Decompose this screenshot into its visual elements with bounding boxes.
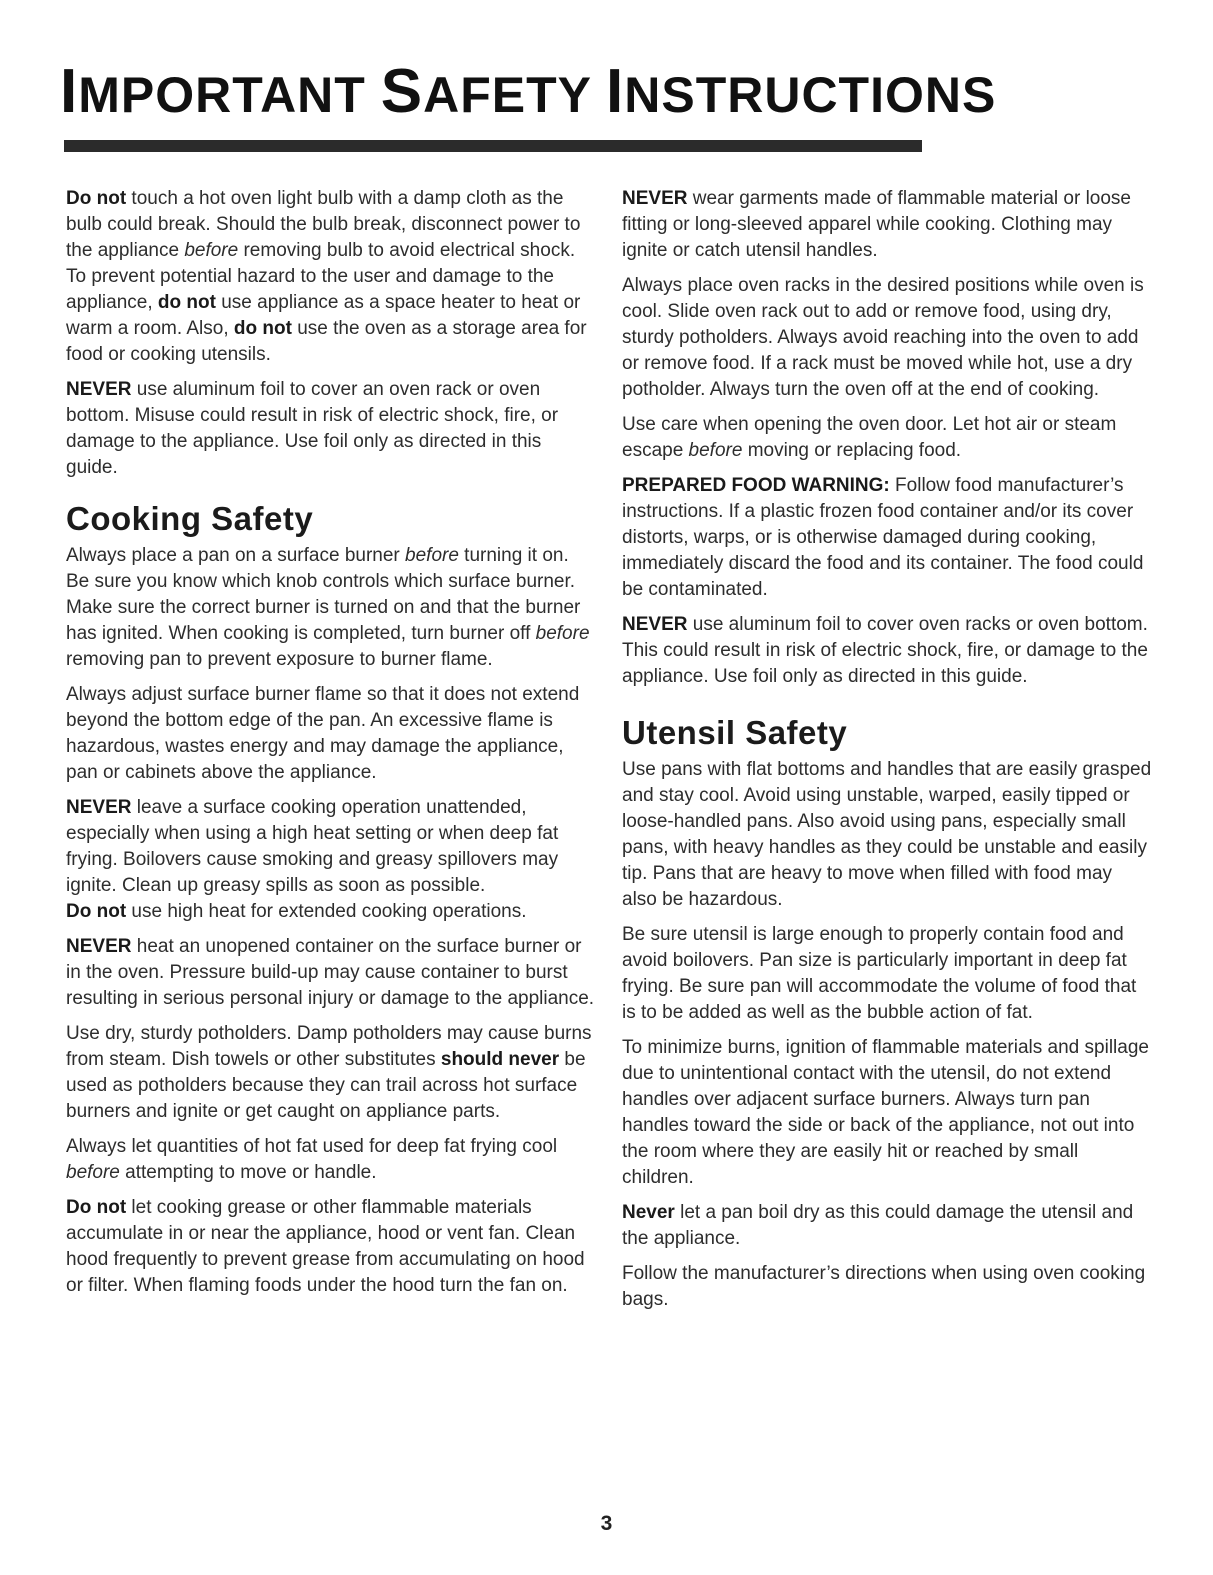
paragraph-potholders	[66, 1021, 596, 1125]
title-word: MPORTANT	[78, 67, 366, 123]
bold-lead: NEVER	[66, 379, 132, 400]
bold-lead: Do not	[66, 1197, 127, 1218]
text: touch a hot oven light bulb with a damp cloth as the bulb could break. Should the bulb break, disconnect power to the appliance	[66, 188, 581, 261]
title-rule	[64, 140, 922, 152]
paragraph-hot-fat	[66, 1134, 596, 1186]
paragraph-grease	[66, 1195, 596, 1299]
text: let cooking grease or other flammable materials accumulate in or near the appliance, hood or vent fan. Clean hood frequently to prevent grease from accumulating on hood or filter. When flaming foods under the hood turn the fan on.	[66, 1197, 585, 1296]
heading-utensil-safety: Utensil Safety	[622, 714, 848, 751]
paragraph-handles: To minimize burns, ignition of flammable materials and spillage due to unintentional contact with the utensil, do not extend handles over adjacent surface burners. Always turn pan handles toward the side or back of the appliance, not out into the room where they are easily hit or reached by small children.	[622, 1037, 1149, 1188]
paragraph-burner-flame: Always adjust surface burner flame so that it does not extend beyond the bottom edge of the pan. An excessive flame is hazardous, wastes energy and may damage the appliance, pan or cabinets above the appliance.	[66, 684, 580, 783]
bold-lead: NEVER	[622, 188, 688, 209]
emphasis: before	[405, 545, 459, 566]
bold-lead: Do not	[66, 901, 127, 922]
text: heat an unopened container on the surface burner or in the oven. Pressure build-up may cause container to burst resulting in serious personal injury or damage to the appliance.	[66, 936, 595, 1009]
paragraph-high-heat	[66, 899, 596, 925]
bold-lead: PREPARED FOOD WARNING:	[622, 475, 890, 496]
text: moving or replacing food.	[742, 440, 962, 461]
paragraph-light-bulb	[66, 186, 596, 264]
text: let a pan boil dry as this could damage the utensil and the appliance.	[622, 1202, 1134, 1249]
paragraph-garments	[622, 186, 1152, 264]
text: use the oven as a storage area for food or cooking utensils.	[66, 318, 587, 365]
text: To prevent potential hazard to the user and damage to the appliance,	[66, 266, 554, 313]
paragraph-oven-door	[622, 412, 1152, 464]
paragraph-unattended	[66, 795, 596, 899]
bold-lead: Do not	[66, 188, 127, 209]
text: use aluminum foil to cover oven racks or oven bottom. This could result in risk of electric shock, fire, or damage to the appliance. Use foil only as directed in this guide.	[622, 614, 1148, 687]
title-initial: I	[606, 57, 625, 126]
text: leave a surface cooking operation unattended, especially when using a high heat setting or when deep fat frying. Boilovers cause smoking and greasy spillovers may ignite. Clean up greasy spills as soon as possible.	[66, 797, 559, 896]
emphasis: before	[688, 440, 743, 461]
text: Always place a pan on a surface burner	[66, 545, 406, 566]
bold-lead: NEVER	[66, 936, 132, 957]
title-word: NSTRUCTIONS	[624, 67, 997, 123]
text: Always let quantities of hot fat used for deep fat frying cool	[66, 1136, 558, 1157]
bold-lead: NEVER	[66, 797, 132, 818]
text: Use dry, sturdy potholders. Damp potholders may cause burns from steam. Dish towels or other substitutes	[66, 1023, 592, 1070]
right-column	[622, 186, 1152, 1322]
text: use high heat for extended cooking operations.	[126, 901, 527, 922]
text: attempting to move or handle.	[119, 1162, 377, 1183]
title-initial: S	[380, 57, 424, 126]
paragraph-boil-dry	[622, 1200, 1152, 1252]
emphasis: before	[184, 240, 239, 261]
paragraph-aluminum-foil	[66, 377, 596, 481]
emphasis: before	[535, 623, 590, 644]
page-number: 3	[600, 1512, 613, 1535]
paragraph-surface-burner	[66, 543, 596, 673]
paragraph-unopened-container	[66, 934, 596, 1012]
heading-cooking-safety: Cooking Safety	[66, 500, 314, 537]
paragraph-utensil-size: Be sure utensil is large enough to properly contain food and avoid boilovers. Pan size is particularly important in deep fat frying. Be sure pan will accommodate the volume of food that is to be added as well as the bubble action of fat.	[622, 924, 1137, 1023]
page-title	[60, 57, 997, 126]
paragraph-aluminum-foil-racks	[622, 612, 1152, 690]
bold-lead: do not	[157, 292, 216, 313]
bold-lead: do not	[233, 318, 292, 339]
text: Follow food manufacturer’s instructions. If a plastic frozen food container and/or its cover distorts, warps, or is otherwise damaged during cooking, immediately discard the food and its container. The food could be contaminated.	[622, 475, 1144, 600]
paragraph-flat-bottoms: Use pans with flat bottoms and handles that are easily grasped and stay cool. Avoid using unstable, warped, easily tipped or loose-handled pans. Also avoid using pans, especially small pans, with heavy handles as they could be unstable and easily tip. Pans that are heavy to move when filled with food may also be hazardous.	[622, 759, 1152, 910]
title-initial: I	[60, 57, 79, 126]
left-column	[66, 186, 596, 1308]
text: Use care when opening the oven door. Let hot air or steam escape	[622, 414, 1117, 461]
text: removing pan to prevent exposure to burner flame.	[66, 649, 493, 670]
emphasis: before	[66, 1162, 120, 1183]
text: removing bulb to avoid electrical shock.	[238, 240, 576, 261]
text: be used as potholders because they can trail across hot surface burners and ignite or get caught on appliance parts.	[66, 1049, 586, 1122]
paragraph-cooking-bags: Follow the manufacturer’s directions when using oven cooking bags.	[622, 1263, 1146, 1310]
paragraph-space-heater	[66, 264, 596, 368]
bold-lead: Never	[622, 1202, 675, 1223]
paragraph-prepared-food	[622, 473, 1152, 603]
paragraph-oven-racks: Always place oven racks in the desired positions while oven is cool. Slide oven rack out to add or remove food, using dry, sturdy potholders. Always avoid reaching into the oven to add or remove food. If a rack must be moved while hot, use a dry potholder. Always turn the oven off at the end of cooking.	[622, 275, 1144, 400]
bold-lead: should never	[440, 1049, 560, 1070]
text: wear garments made of flammable material or loose fitting or long-sleeved apparel while cooking. Clothing may ignite or catch utensil handles.	[622, 188, 1131, 261]
text: use aluminum foil to cover an oven rack or oven bottom. Misuse could result in risk of electric shock, fire, or damage to the appliance. Use foil only as directed in this guide.	[66, 379, 559, 478]
bold-lead: NEVER	[622, 614, 688, 635]
text: use appliance as a space heater to heat or warm a room. Also,	[66, 292, 581, 339]
text: turning it on. Be sure you know which knob controls which surface burner. Make sure the correct burner is turned on and that the burner has ignited. When cooking is completed, turn burner off	[66, 545, 581, 644]
title-word: AFETY	[423, 67, 592, 123]
